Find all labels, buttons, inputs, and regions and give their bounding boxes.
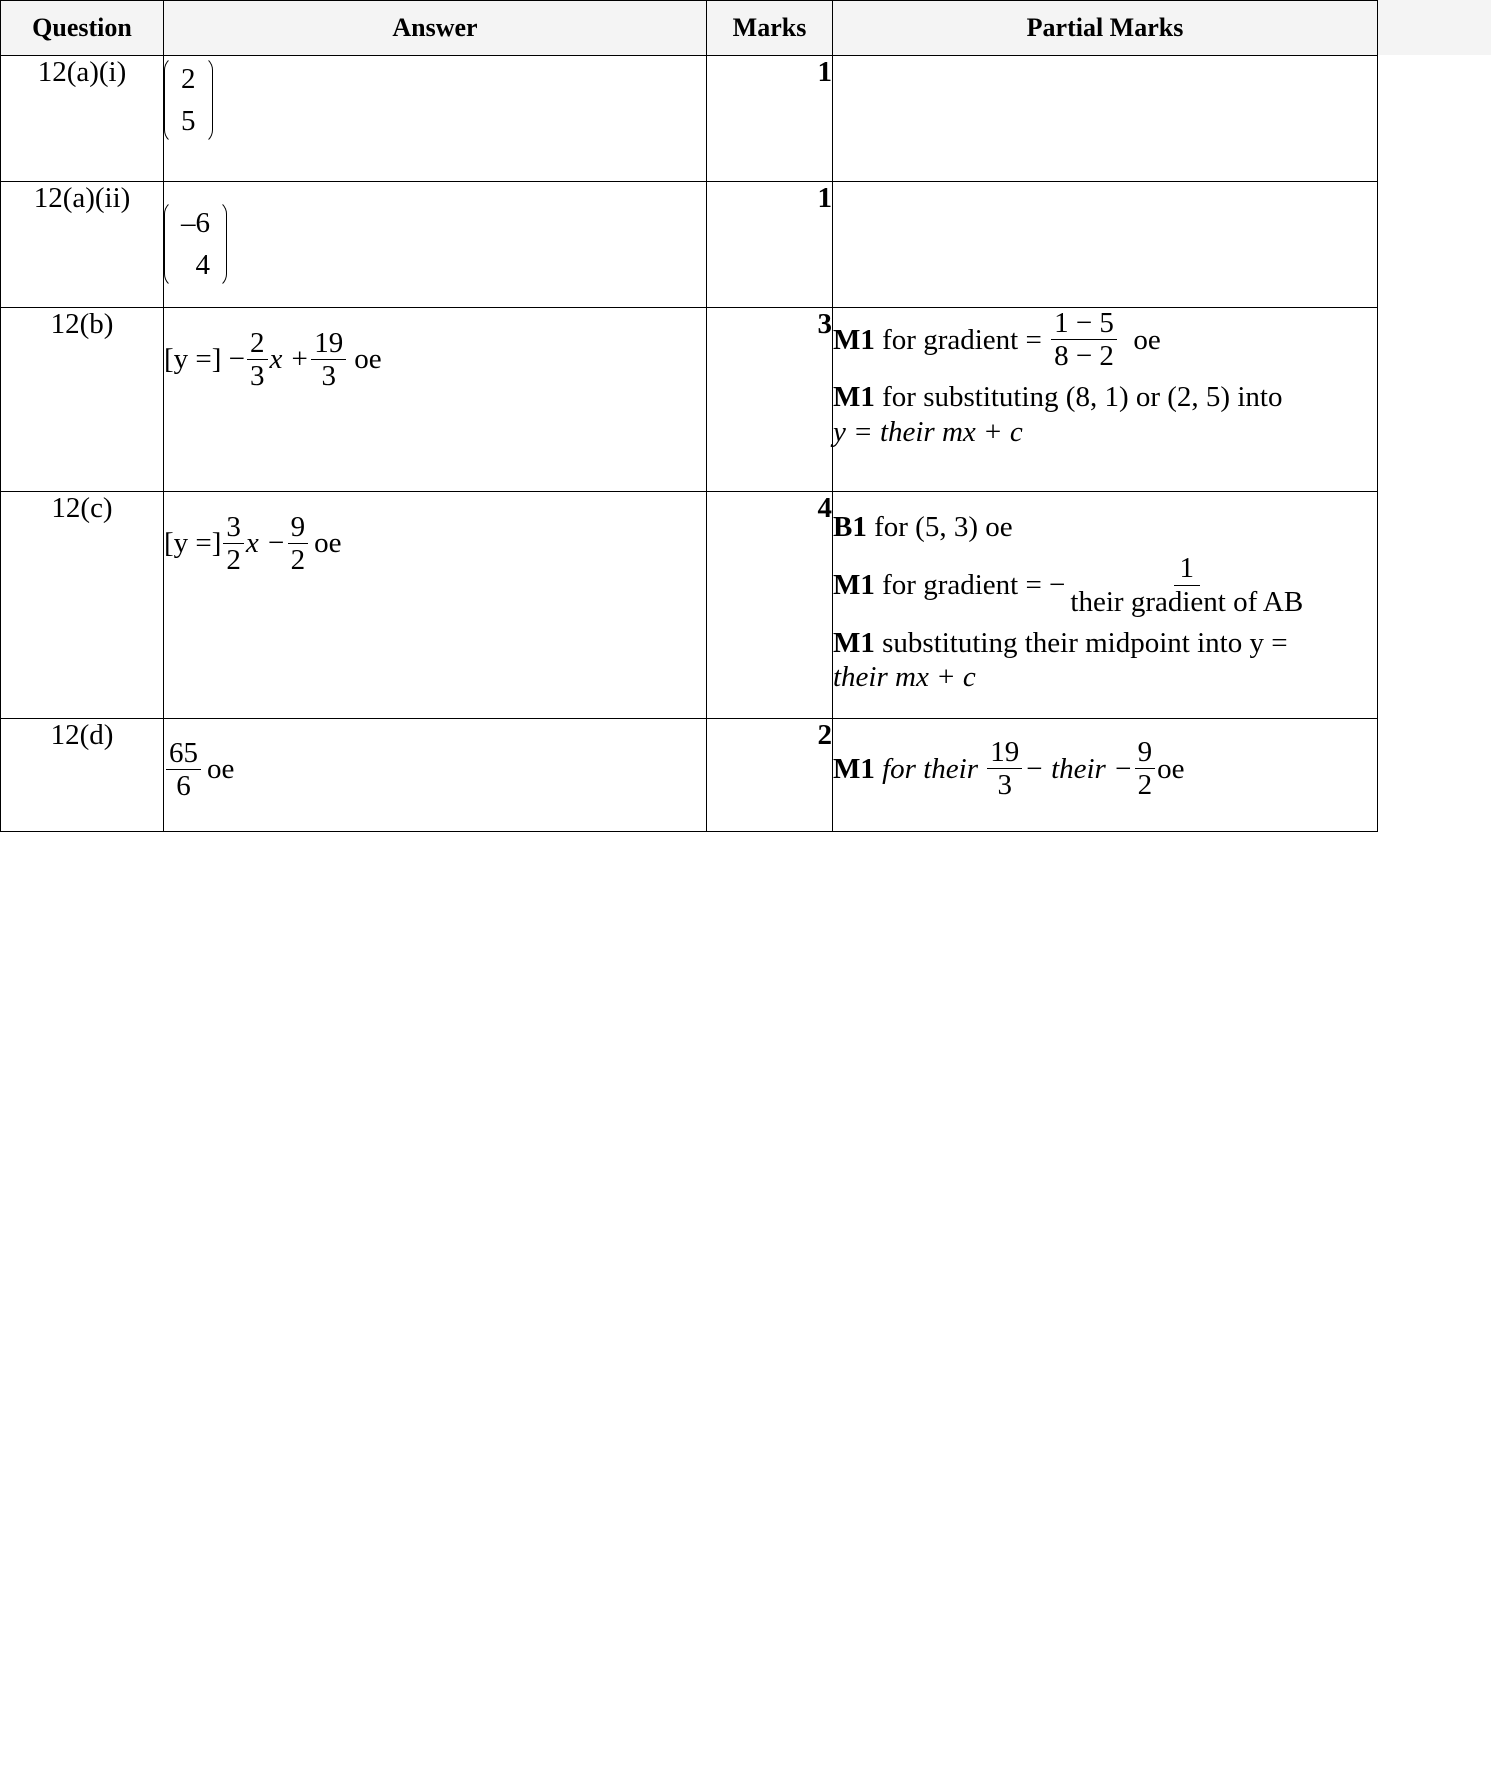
fraction (1135, 737, 1156, 801)
numerator: 19 (987, 737, 1022, 769)
header-row (1, 1, 1378, 56)
partial-text: for gradient = (882, 323, 1042, 356)
partial-line (833, 553, 1377, 618)
vector-bottom: 4 (195, 249, 210, 282)
numerator: 1 (1174, 553, 1201, 586)
numerator: 9 (288, 512, 309, 544)
partial-text: y = their mx + c (833, 415, 1023, 448)
partial-line (833, 737, 1185, 801)
mark-code: M1 (833, 380, 875, 413)
partial-text: substituting their midpoint into y = (882, 626, 1288, 659)
answer-expression (164, 328, 382, 392)
header-partial-marks: Partial Marks (833, 1, 1378, 56)
marks-cell: 1 (707, 56, 833, 182)
answer-prefix: [y =] (164, 527, 222, 560)
column-vector (164, 200, 227, 288)
numerator: 19 (311, 328, 346, 360)
answer-prefix: [y =] − (164, 343, 246, 376)
header-question: Question (1, 1, 164, 56)
numerator: 1 − 5 (1051, 308, 1117, 340)
partial-text: for their (882, 752, 978, 785)
header-marks: Marks (707, 1, 833, 56)
mark-code: M1 (833, 626, 875, 659)
answer-cell (164, 308, 707, 492)
partial-line (833, 308, 1377, 372)
answer-mid: x − (245, 527, 286, 560)
column-vector (164, 56, 213, 144)
answer-mid: x + (269, 343, 310, 376)
fraction (1067, 553, 1306, 618)
mark-code: M1 (833, 568, 875, 601)
partial-end: oe (1157, 752, 1185, 785)
fraction (223, 512, 244, 576)
numerator: 3 (223, 512, 244, 544)
question-cell: 12(a)(ii) (1, 182, 164, 308)
fraction (247, 328, 268, 392)
question-cell: 12(a)(i) (1, 56, 164, 182)
mark-scheme-table (0, 0, 1378, 832)
left-paren (164, 56, 179, 144)
partial-text: for substituting (8, 1) or (2, 5) into (882, 380, 1283, 413)
fraction (987, 737, 1022, 801)
right-paren (198, 56, 213, 144)
numerator: 65 (166, 738, 201, 770)
denominator: 2 (1137, 769, 1153, 802)
marks-cell: 1 (707, 182, 833, 308)
partial-text: − their − (1024, 752, 1133, 785)
question-cell: 12(d) (1, 719, 164, 832)
numerator: 2 (247, 328, 268, 360)
partial-marks-cell (833, 56, 1378, 182)
partial-marks-cell (833, 719, 1378, 832)
answer-cell (164, 492, 707, 719)
numerator: 9 (1135, 737, 1156, 769)
right-paren (212, 200, 227, 288)
table-row (1, 182, 1378, 308)
denominator: their gradient of AB (1070, 586, 1304, 619)
marks-cell: 3 (707, 308, 833, 492)
table-row (1, 492, 1378, 719)
answer-cell (164, 56, 707, 182)
vector-top: 2 (181, 63, 196, 95)
partial-marks-cell (833, 308, 1378, 492)
answer-expression (164, 512, 342, 576)
partial-text: their mx + c (833, 661, 976, 694)
denominator: 8 − 2 (1054, 340, 1114, 373)
denominator: 3 (997, 769, 1012, 802)
partial-marks-cell (833, 492, 1378, 719)
table-row (1, 308, 1378, 492)
table-row (1, 56, 1378, 182)
denominator: 2 (226, 544, 241, 577)
partial-marks-cell (833, 182, 1378, 308)
fraction (311, 328, 346, 392)
mark-code: B1 (833, 511, 867, 543)
denominator: 3 (321, 360, 336, 393)
vector-top: –6 (181, 207, 210, 239)
answer-cell (164, 182, 707, 308)
partial-line (833, 510, 1377, 545)
answer-expression (164, 738, 234, 802)
answer-suffix: oe (314, 527, 342, 560)
mark-code: M1 (833, 752, 875, 785)
partial-text: for (5, 3) oe (874, 511, 1013, 543)
marks-cell: 2 (707, 719, 833, 832)
fraction (166, 738, 201, 802)
denominator: 6 (176, 770, 191, 803)
answer-suffix: oe (207, 753, 235, 786)
vector-bottom: 5 (181, 105, 196, 138)
marks-cell: 4 (707, 492, 833, 719)
answer-suffix: oe (354, 343, 382, 376)
header-answer: Answer (164, 1, 707, 56)
answer-cell (164, 719, 707, 832)
partial-line (833, 380, 1377, 450)
partial-text: for gradient = − (882, 568, 1066, 601)
partial-line (833, 626, 1377, 696)
denominator: 3 (250, 360, 265, 393)
fraction (288, 512, 309, 576)
table-row (1, 719, 1378, 832)
question-cell: 12(b) (1, 308, 164, 492)
left-paren (164, 200, 179, 288)
mark-code: M1 (833, 323, 875, 356)
fraction (1051, 308, 1117, 372)
question-cell: 12(c) (1, 492, 164, 719)
partial-end: oe (1133, 323, 1161, 356)
denominator: 2 (290, 544, 306, 577)
